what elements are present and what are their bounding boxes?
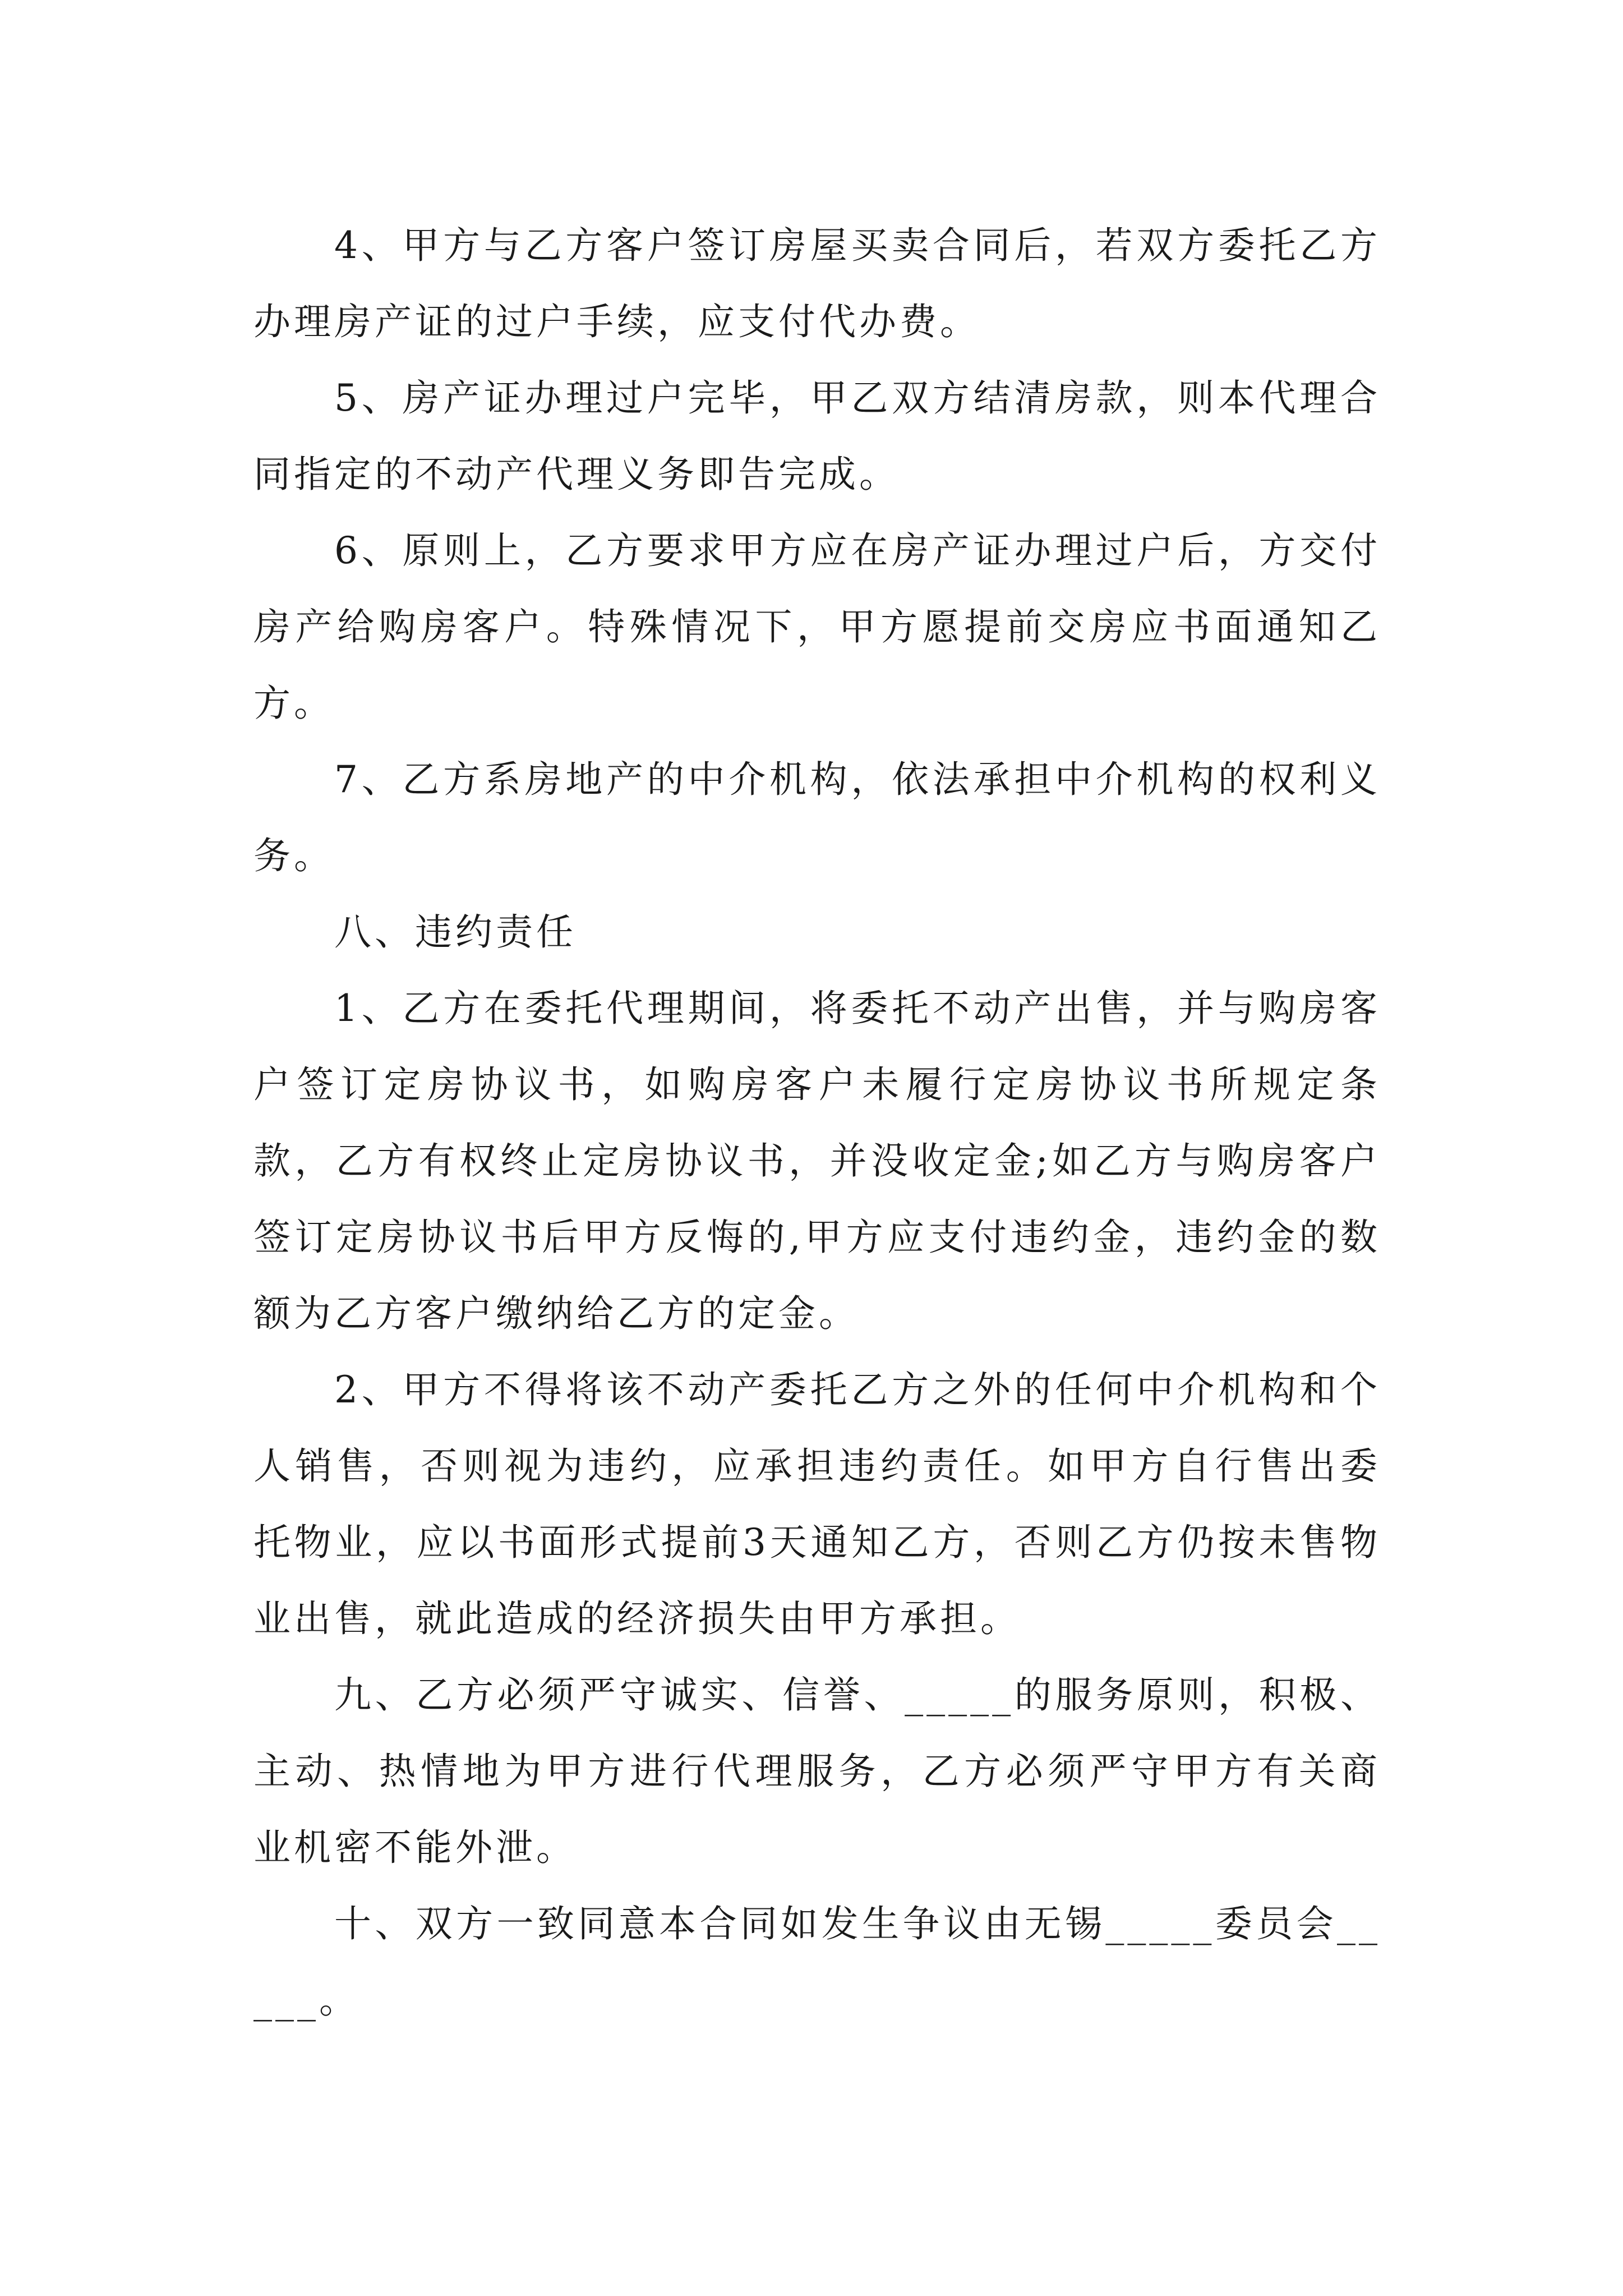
clause-4-transfer-agency-fee: 4、甲方与乙方客户签订房屋买卖合同后，若双方委托乙方办理房产证的过户手续，应支付代办费。 xyxy=(253,224,1381,343)
clause-6-property-handover: 6、原则上，乙方要求甲方应在房产证办理过户后，方交付房产给购房客户。特殊情况下，甲方愿提前交房应书面通知乙方。 xyxy=(253,529,1381,725)
clause-5-agency-completion: 5、房产证办理过户完毕，甲乙双方结清房款，则本代理合同指定的不动产代理义务即告完成。 xyxy=(253,376,1381,496)
breach-clause-1-deposit: 1、乙方在委托代理期间，将委托不动产出售，并与购房客户签订定房协议书，如购房客户未履行定房协议书所规定条款，乙方有权终止定房协议书，并没收定金;如乙方与购房客户签订定房协议书后甲方反悔的,甲方应支付违约金，违约金的数额为乙方客户缴纳给乙方的定金。 xyxy=(253,987,1381,1335)
document-body xyxy=(253,208,1381,2039)
section-10-dispute-resolution: 十、双方一致同意本合同如发生争议由无锡_____委员会_____。 xyxy=(253,1902,1381,2022)
breach-clause-2-exclusive-agency: 2、甲方不得将该不动产委托乙方之外的任何中介机构和个人销售，否则视为违约，应承担违约责任。如甲方自行售出委托物业，应以书面形式提前3天通知乙方，否则乙方仍按未售物业出售，就此造成的经济损失由甲方承担。 xyxy=(253,1368,1381,1640)
section-heading-breach-liability: 八、违约责任 xyxy=(334,910,577,954)
section-9-service-principles: 九、乙方必须严守诚实、信誉、_____的服务原则，积极、主动、热情地为甲方进行代理服务，乙方必须严守甲方有关商业机密不能外泄。 xyxy=(253,1673,1381,1869)
clause-7-intermediary-duties: 7、乙方系房地产的中介机构，依法承担中介机构的权利义务。 xyxy=(253,758,1381,877)
